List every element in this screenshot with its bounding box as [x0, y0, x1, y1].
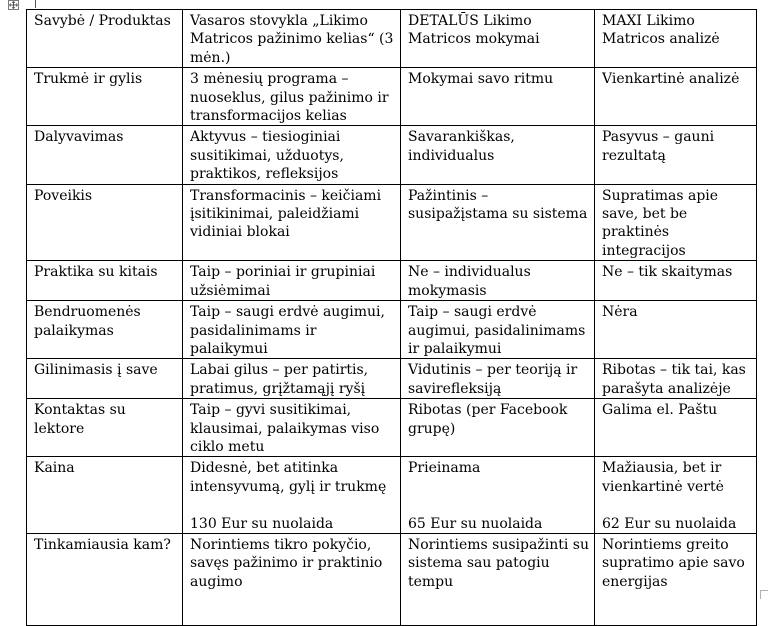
cell-text: Aktyvus – tiesioginiai susitikimai, užduotys, praktikos, refleksijos — [190, 129, 344, 183]
table-row — [27, 457, 757, 534]
table-cell[interactable] — [27, 301, 183, 359]
header-cell-feature[interactable] — [27, 10, 183, 68]
table-cell[interactable] — [401, 126, 595, 184]
table-cell[interactable] — [401, 359, 595, 399]
row-feature-label: Kaina — [34, 460, 75, 477]
row-feature-label: Kontaktas su lektore — [34, 402, 126, 437]
table-cell[interactable] — [27, 533, 183, 625]
table-cell[interactable] — [401, 301, 595, 359]
table-row — [27, 68, 757, 126]
cell-text: Taip – saugi erdvė augimui, pasidalinimams ir palaikymui — [408, 304, 586, 357]
four-way-arrow-icon — [9, 1, 18, 9]
table-row — [27, 399, 757, 457]
cell-text: Norintiems tikro pokyčio, savęs pažinimo ir praktinio augimo — [190, 536, 383, 590]
table-cell[interactable] — [595, 533, 757, 625]
header-cell-maxi-analysis[interactable] — [595, 10, 757, 68]
cell-text: Mažiausia, bet ir vienkartinė vertė 62 Eur su nuolaida — [602, 460, 737, 532]
cell-text: Norintiems greito supratimo apie savo energijas — [602, 536, 745, 590]
cell-text: Ne – tik skaitymas — [602, 264, 733, 281]
table-cell[interactable] — [27, 457, 183, 534]
table-cell[interactable] — [183, 301, 401, 359]
cell-text: Savarankiškas, individualus — [408, 129, 515, 164]
cell-text: Ribotas – tik tai, kas parašyta analizėje — [602, 362, 746, 397]
row-feature-label: Trukmė ir gylis — [34, 71, 143, 88]
row-feature-label: Tinkamiausia kam? — [34, 536, 171, 553]
cell-text: Galima el. Paštu — [602, 402, 718, 419]
row-feature-label: Gilinimasis į save — [34, 362, 158, 379]
header-cell-summer-camp[interactable] — [183, 10, 401, 68]
table-row — [27, 184, 757, 261]
header-cell-text: Vasaros stovykla „Likimo Matricos pažinimo kelias“ (3 mėn.) — [190, 13, 394, 66]
table-cell[interactable] — [183, 261, 401, 301]
text-cursor — [35, 0, 36, 8]
table-move-handle-icon[interactable] — [8, 0, 19, 10]
table-cell[interactable] — [183, 68, 401, 126]
header-cell-detailed-training[interactable] — [401, 10, 595, 68]
table-cell[interactable] — [595, 359, 757, 399]
table-cell[interactable] — [27, 261, 183, 301]
comparison-table — [26, 9, 757, 626]
cell-text: Pasyvus – gauni rezultatą — [602, 129, 715, 164]
cell-text: Vienkartinė analizė — [602, 71, 740, 88]
table-cell[interactable] — [27, 359, 183, 399]
header-cell-text: Savybė / Produktas — [34, 13, 171, 29]
header-cell-text: MAXI Likimo Matricos analizė — [602, 13, 720, 48]
table-row — [27, 359, 757, 399]
table-cell[interactable] — [183, 184, 401, 261]
cell-text: Didesnė, bet atitinka intensyvumą, gylį ir trukmę 130 Eur su nuolaida — [190, 460, 387, 532]
table-cell[interactable] — [595, 126, 757, 184]
cell-text: Labai gilus – per patirtis, pratimus, grįžtamąjį ryšį — [190, 362, 369, 397]
cell-text: Taip – poriniai ir grupiniai užsiėmimai — [190, 264, 376, 299]
cell-text: Vidutinis – per teoriją ir savirefleksiją — [408, 362, 578, 397]
table-header-row — [27, 10, 757, 68]
cell-text: Mokymai savo ritmu — [408, 71, 554, 88]
row-feature-label: Dalyvavimas — [34, 129, 124, 146]
cell-text: Taip – saugi erdvė augimui, pasidalinimams ir palaikymui — [190, 304, 385, 357]
table-cell[interactable] — [401, 261, 595, 301]
table-cell[interactable] — [401, 68, 595, 126]
table-cell[interactable] — [401, 184, 595, 261]
table-row — [27, 126, 757, 184]
cell-text: Pažintinis – susipažįstama su sistema — [408, 187, 588, 223]
table-row — [27, 301, 757, 359]
table-cell[interactable] — [401, 457, 595, 534]
cell-text: Norintiems susipažinti su sistema sau patogiu tempu — [408, 536, 589, 590]
row-feature-label: Poveikis — [34, 187, 93, 204]
table-cell[interactable] — [27, 184, 183, 261]
cell-text: Ribotas (per Facebook grupę) — [408, 402, 568, 437]
table-cell[interactable] — [595, 301, 757, 359]
row-feature-label: Praktika su kitais — [34, 264, 158, 281]
table-cell[interactable] — [27, 68, 183, 126]
table-cell[interactable] — [183, 399, 401, 457]
table-cell[interactable] — [183, 533, 401, 625]
table-resize-handle[interactable] — [760, 590, 768, 599]
cell-text: Ne – individualus mokymasis — [408, 264, 531, 299]
row-feature-label: Bendruomenės palaikymas — [34, 304, 141, 339]
table-cell[interactable] — [401, 399, 595, 457]
table-cell[interactable] — [595, 184, 757, 261]
table-row — [27, 261, 757, 301]
header-cell-text: DETALŪS Likimo Matricos mokymai — [408, 13, 540, 48]
table-cell[interactable] — [595, 261, 757, 301]
table-cell[interactable] — [595, 457, 757, 534]
cell-text: Nėra — [602, 304, 638, 321]
table-cell[interactable] — [27, 126, 183, 184]
table-cell[interactable] — [183, 126, 401, 184]
table-row — [27, 533, 757, 625]
cell-text: Prieinama 65 Eur su nuolaida — [408, 460, 543, 532]
cell-text: 3 mėnesių programa – nuoseklus, gilus pažinimo ir transformacijos kelias — [190, 71, 389, 125]
cell-text: Supratimas apie save, bet be praktinės integracijos — [602, 187, 719, 259]
table-cell[interactable] — [595, 399, 757, 457]
table-cell[interactable] — [595, 68, 757, 126]
table-cell[interactable] — [401, 533, 595, 625]
table-cell[interactable] — [27, 399, 183, 457]
cell-text: Taip – gyvi susitikimai, klausimai, palaikymas viso ciklo metu — [190, 402, 380, 455]
table-cell[interactable] — [183, 359, 401, 399]
cell-text: Transformacinis – keičiami įsitikinimai, paleidžiami vidiniai blokai — [190, 187, 382, 241]
table-cell[interactable] — [183, 457, 401, 534]
